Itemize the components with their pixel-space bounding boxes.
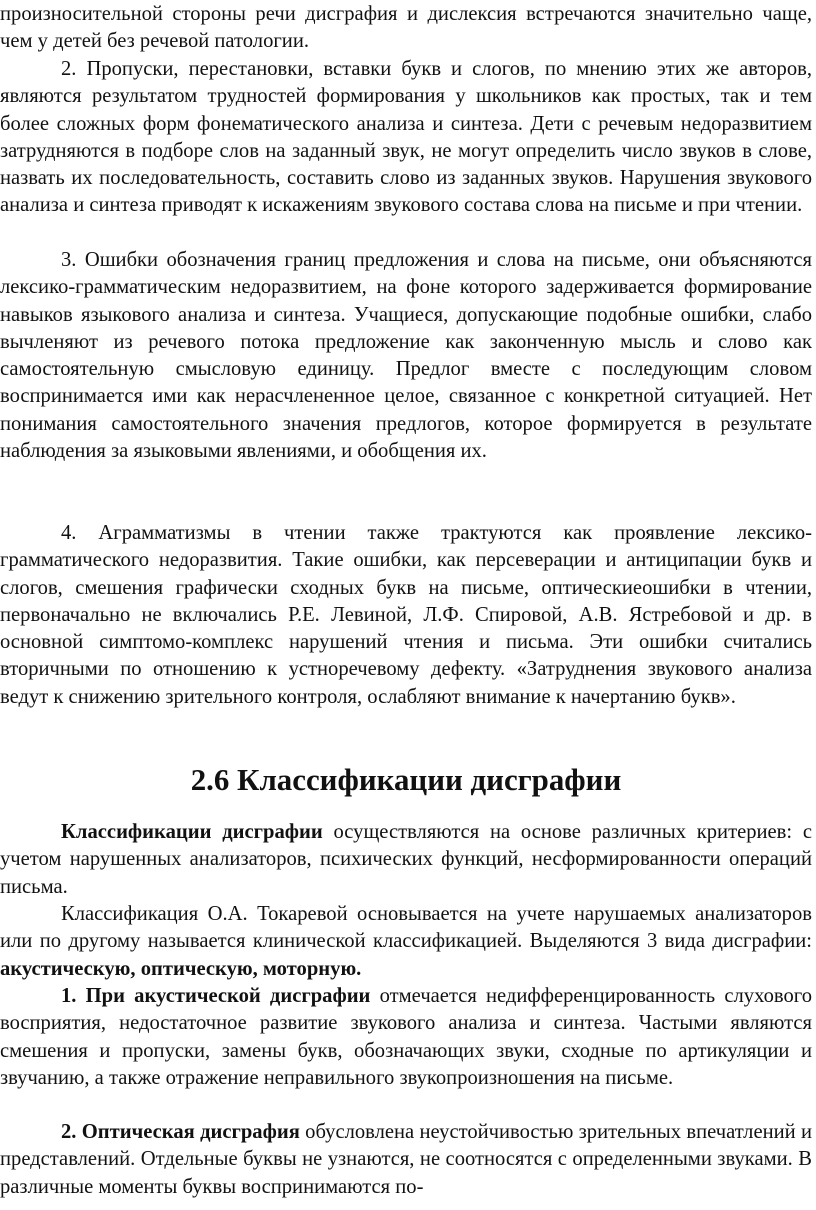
paragraph-text: отмечается недифференцированность слухового восприятия, недостаточное развитие звукового анализа и синтеза. Частыми являются смешения и пропуски, замены букв, обозначающих звуки, сходные по артикуляции и звучанию, а также отражение неправильного звукопроизношения на письме. xyxy=(0,985,813,1089)
bold-term: 2. Оптическая дисграфия xyxy=(61,1121,300,1143)
paragraph-text: осуществляются на основе различных критериев: с учетом нарушенных анализаторов, психических функций, несформированности операций письма. xyxy=(0,821,812,898)
paragraph-text: Классификация О.А. Токаревой основывается на учете нарушаемых анализаторов или по другому называется клинической классификацией. Выделяются 3 вида дисграфии: xyxy=(0,903,812,953)
paragraph-item-4: 4. Аграмматизмы в чтении также трактуются как проявление лексико-грамматического недоразвития. Такие ошибки, как персеверации и антиципации букв и слогов, смешения графически сходных букв на письме, оптическиеошибки в чтении, первоначально не включались Р.Е. Левиной, Л.Ф. Спировой, А.В. Ястребовой и др. в основной симптомо-комплекс нарушений чтения и письма. Эти ошибки считались вторичными по отношению к устноречевому дефекту. «Затруднения звукового анализа ведут к снижению зрительного контроля, ослабляют внимание к начертанию букв». xyxy=(0,522,812,708)
paragraph-continuation: произносительной стороны речи дисграфия и дислексия встречаются значительно чаще, чем у детей без речевой патологии. xyxy=(0,3,812,53)
paragraph-item-3: 3. Ошибки обозначения границ предложения и слова на письме, они объясняются лексико-грамматическим недоразвитием, на фоне которого задерживается формирование навыков языкового анализа и синтеза. Учащиеся, допускающие подобные ошибки, слабо вычленяют из речевого потока предложение как законченную мысль и слово как самостоятельную смысловую единицу. Предлог вместе с последующим словом воспринимается ими как нерасчлененное целое, связанное с конкретной ситуацией. Нет понимания самостоятельного значения предлогов, которое формируется в результате наблюдения за языковыми явлениями, и обобщения их. xyxy=(0,249,812,463)
paragraph-text: обусловлена неустойчивостью зрительных впечатлений и представлений. Отдельные буквы не узнаются, не соотносятся с определенными звуками. В различные моменты буквы воспринимаются по- xyxy=(0,1121,812,1198)
bold-term: акустическую, оптическую, моторную. xyxy=(0,957,362,980)
paragraph-optical xyxy=(0,1119,812,1201)
bold-term: Классификации дисграфии xyxy=(61,821,323,843)
paragraph-acoustic xyxy=(0,983,812,1092)
paragraph-classifications xyxy=(0,819,812,901)
paragraph-tokareva xyxy=(0,901,812,983)
section-heading: 2.6 Классификации дисграфии xyxy=(190,762,622,797)
paragraph-item-2: 2. Пропуски, перестановки, вставки букв и слогов, по мнению этих же авторов, являются результатом трудностей формирования у школьников как простых, так и тем более сложных форм фонематического анализа и синтеза. Дети с речевым недоразвитием затрудняются в подборе слов на заданный звук, не могут определить число звуков в слове, назвать их последовательность, составить слово из заданных звуков. Нарушения звукового анализа и синтеза приводят к искажениям звукового состава слова на письме и при чтении. xyxy=(0,58,812,217)
bold-term: 1. При акустической дисграфии xyxy=(61,985,371,1007)
